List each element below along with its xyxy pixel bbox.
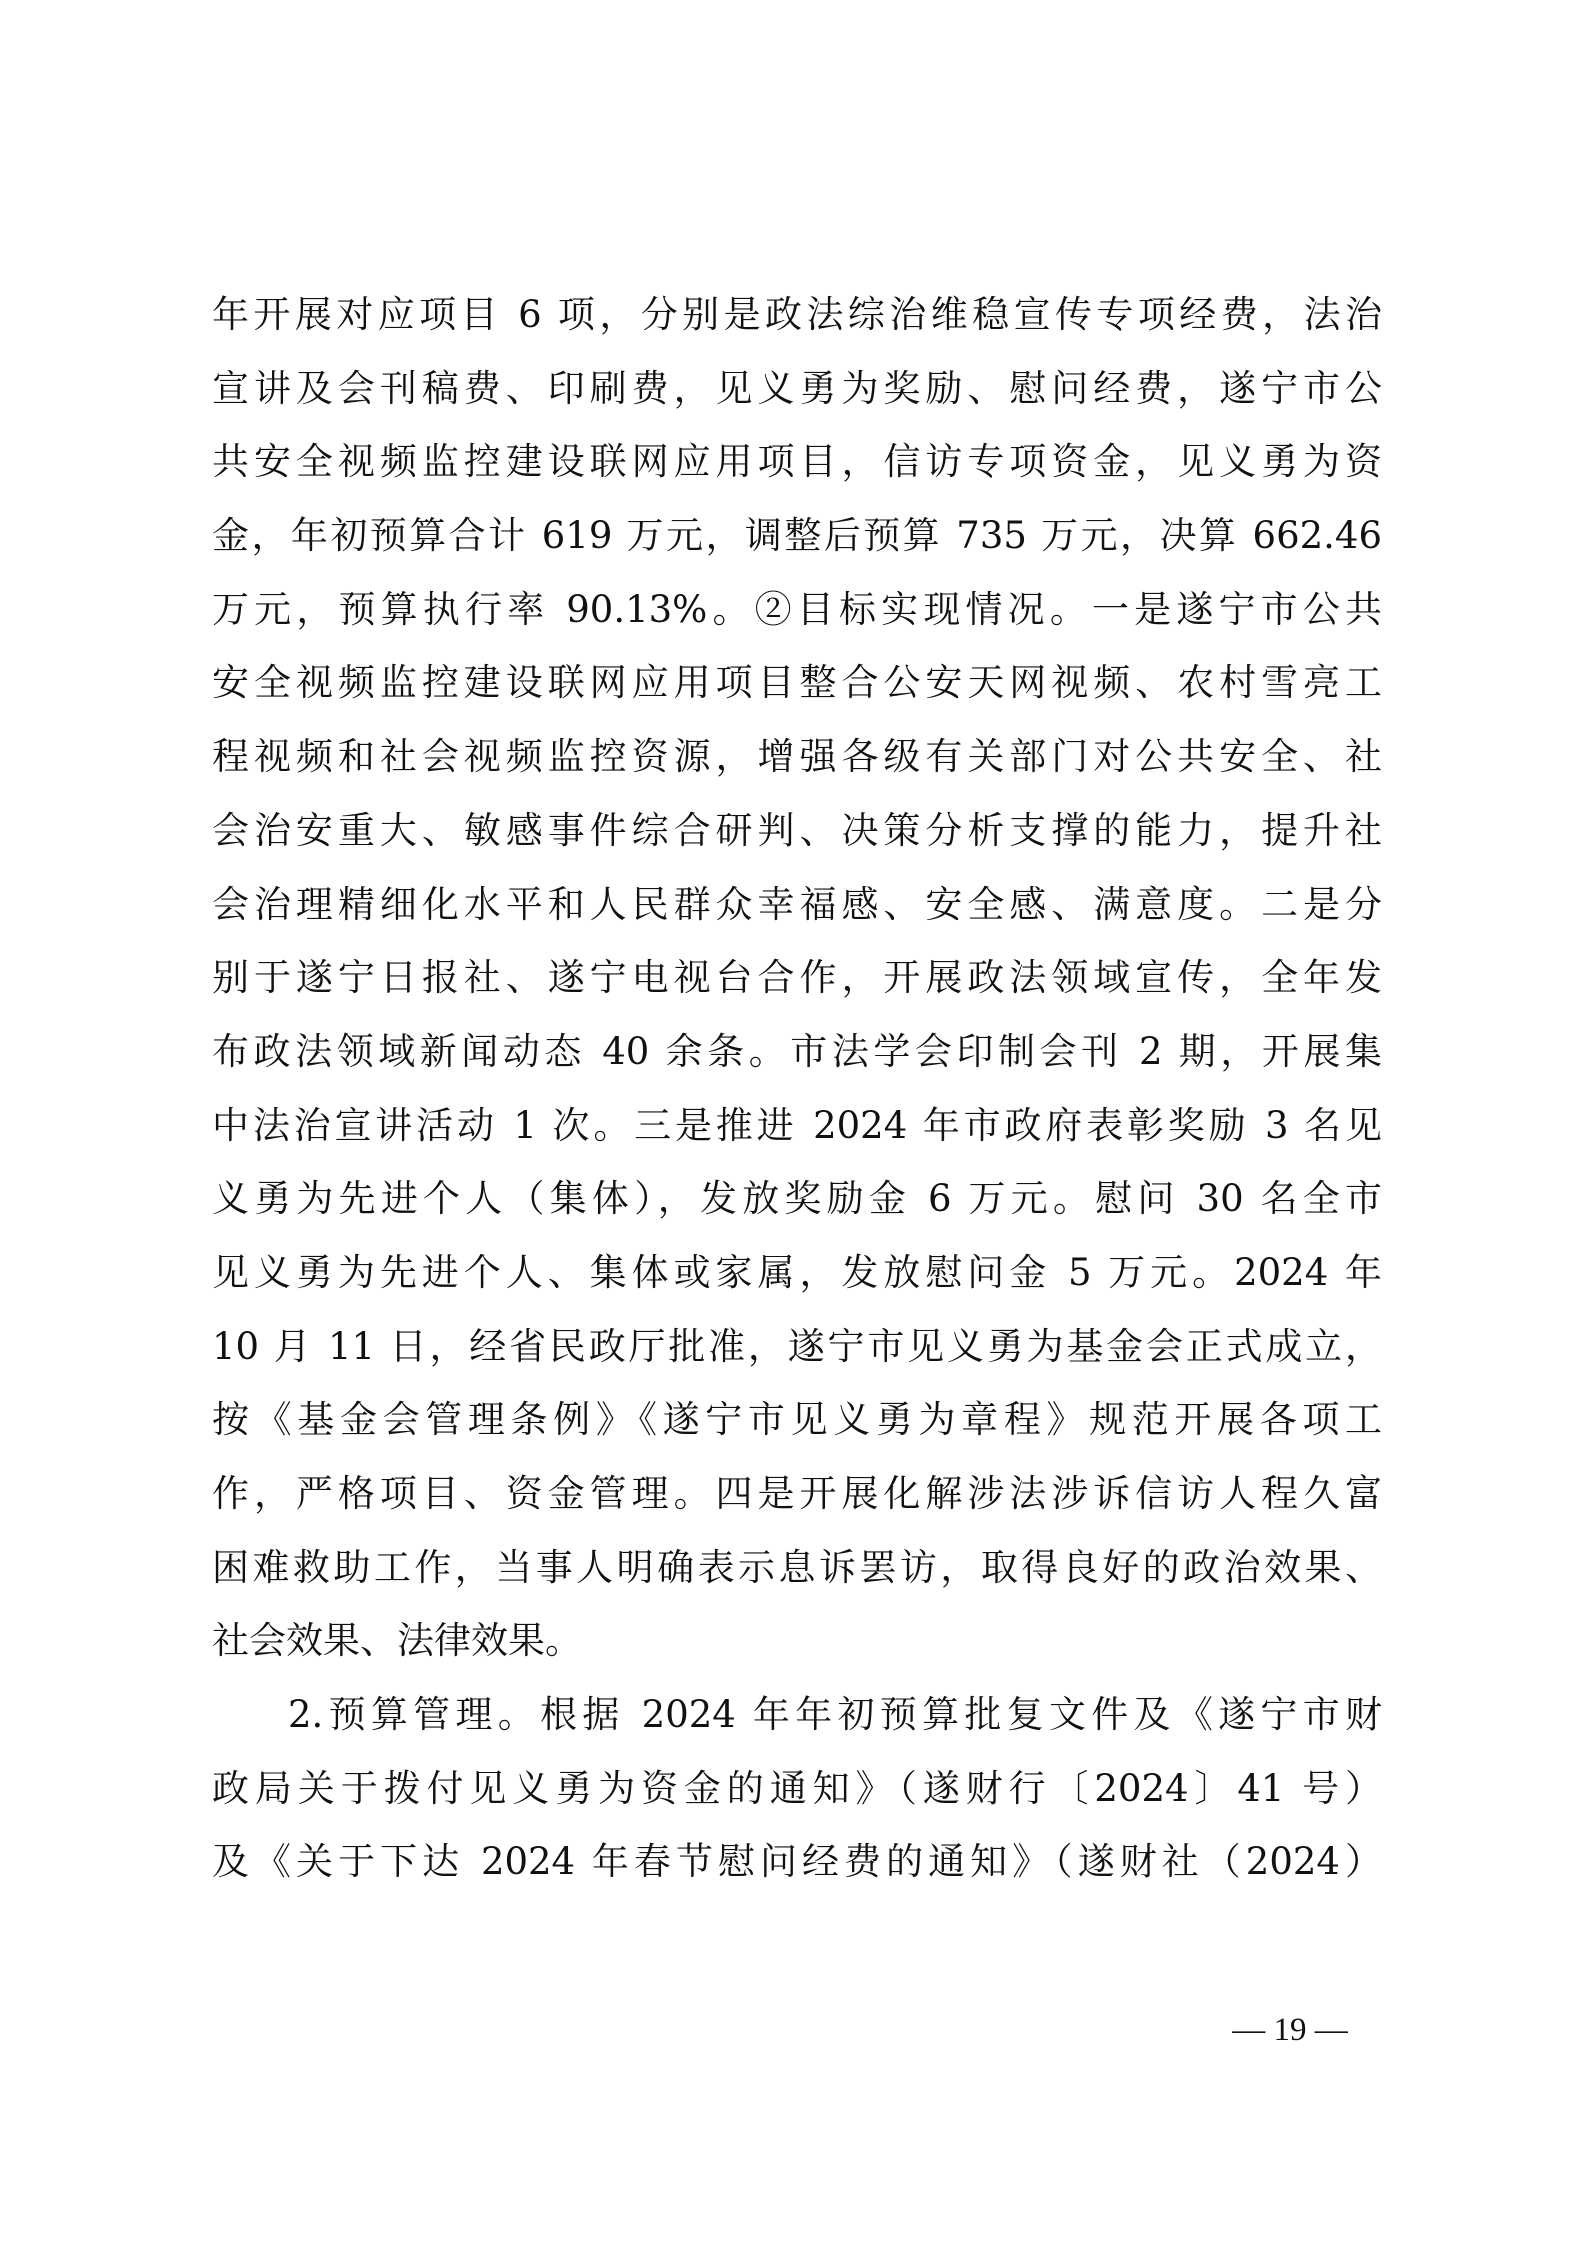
text-line: 金，年初预算合计 619 万元，调整后预算 735 万元，决算 662.46 (212, 514, 1382, 558)
text-line-paragraph-start: 2.预算管理。根据 2024 年年初预算批复文件及《遂宁市财 (288, 1693, 1382, 1737)
text-line: 宣讲及会刊稿费、印刷费，见义勇为奖励、慰问经费，遂宁市公 (212, 366, 1382, 410)
text-line: 义勇为先进个人（集体），发放奖励金 6 万元。慰问 30 名全市 (212, 1177, 1382, 1221)
text-line: 中法治宣讲活动 1 次。三是推进 2024 年市政府表彰奖励 3 名见 (212, 1103, 1382, 1147)
text-line: 共安全视频监控建设联网应用项目，信访专项资金，见义勇为资 (212, 440, 1382, 484)
text-line: 年开展对应项目 6 项，分别是政法综治维稳宣传专项经费，法治 (212, 293, 1382, 336)
text-line: 困难救助工作，当事人明确表示息诉罢访，取得良好的政治效果、 (212, 1545, 1382, 1589)
text-line: 别于遂宁日报社、遂宁电视台合作，开展政法领域宣传，全年发 (212, 956, 1382, 1000)
text-line: 及《关于下达 2024 年春节慰问经费的通知》（遂财社（2024） (212, 1840, 1382, 1884)
text-line: 见义勇为先进个人、集体或家属，发放慰问金 5 万元。2024 年 (212, 1250, 1382, 1294)
text-line: 万元，预算执行率 90.13%。②目标实现情况。一是遂宁市公共 (212, 587, 1382, 631)
text-line: 会治安重大、敏感事件综合研判、决策分析支撑的能力，提升社 (212, 808, 1382, 852)
text-line: 安全视频监控建设联网应用项目整合公安天网视频、农村雪亮工 (212, 661, 1382, 705)
text-line-paragraph-end: 社会效果、法律效果。 (212, 1619, 582, 1663)
text-line: 10 月 11 日，经省民政厅批准，遂宁市见义勇为基金会正式成立， (212, 1324, 1382, 1368)
text-line: 作，严格项目、资金管理。四是开展化解涉法涉诉信访人程久富 (212, 1472, 1382, 1515)
text-line: 程视频和社会视频监控资源，增强各级有关部门对公共安全、社 (212, 735, 1382, 779)
text-line: 政局关于拨付见义勇为资金的通知》（遂财行〔2024〕41 号） (212, 1766, 1382, 1810)
text-line: 会治理精细化水平和人民群众幸福感、安全感、满意度。二是分 (212, 882, 1382, 926)
page-number: — 19 — (1232, 2012, 1348, 2048)
text-line: 按《基金会管理条例》《遂宁市见义勇为章程》规范开展各项工 (212, 1398, 1382, 1442)
body-text (212, 278, 1382, 1899)
text-line: 布政法领域新闻动态 40 余条。市法学会印制会刊 2 期，开展集 (212, 1029, 1382, 1073)
